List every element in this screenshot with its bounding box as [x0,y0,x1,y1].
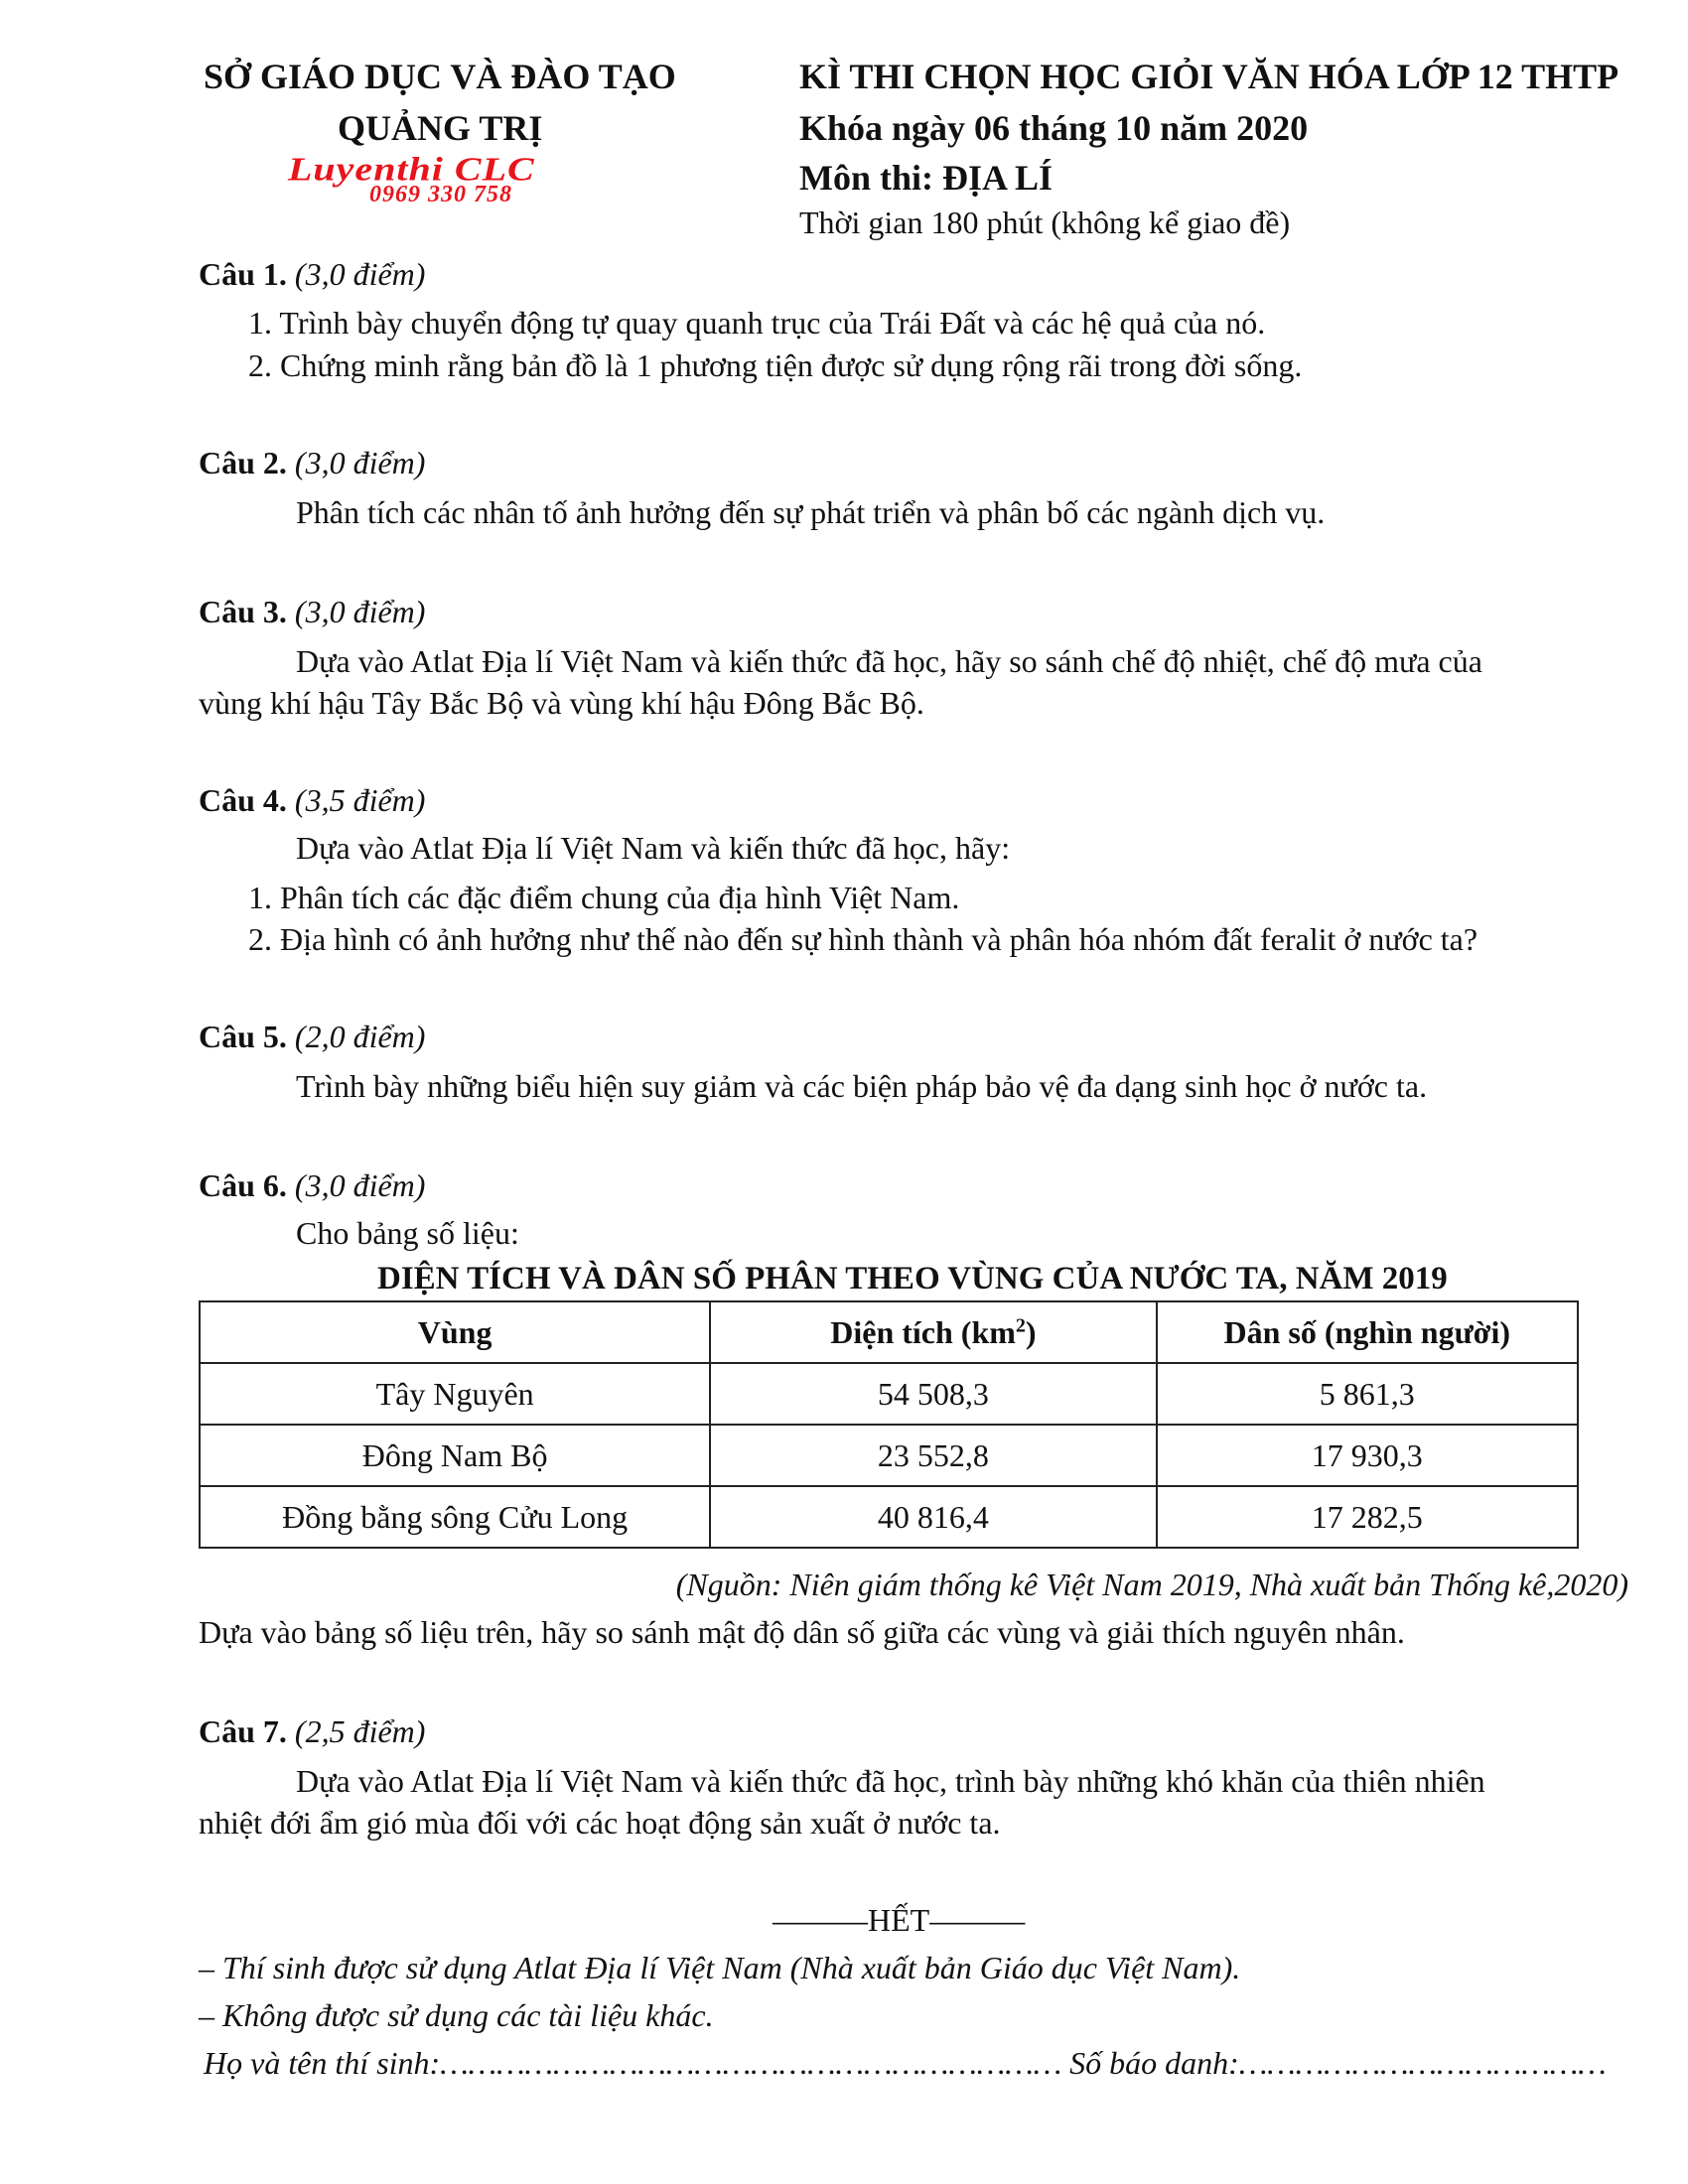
column-header: Dân số (nghìn người) [1157,1301,1578,1363]
question-1-item-1: 1. Trình bày chuyển động tự quay quanh trục của Trái Đất và các hệ quả của nó. [248,305,1266,341]
question-4-title [199,782,425,819]
question-points: (3,0 điểm) [294,445,426,480]
question-label: Câu 4. [199,782,287,818]
table-source: (Nguồn: Niên giám thống kê Việt Nam 2019, Nhà xuất bản Thống kê,2020) [675,1567,1628,1602]
exam-date: Khóa ngày 06 tháng 10 năm 2020 [799,108,1309,148]
candidate-id-blank: ………………………………… [1238,2045,1607,2081]
column-header: Vùng [200,1301,710,1363]
table-cell: Đồng bằng sông Cửu Long [200,1486,710,1548]
question-points: (3,0 điểm) [294,1167,426,1203]
end-marker: ———HẾT——— [773,1902,1026,1938]
column-header-text: ) [1025,1313,1037,1350]
table-cell: 17 930,3 [1157,1425,1578,1486]
question-5-title [199,1019,425,1055]
question-7-line-2: nhiệt đới ẩm gió mùa đối với các hoạt động sản xuất ở nước ta. [199,1805,1001,1841]
column-header [710,1301,1156,1363]
question-6-title [199,1167,425,1204]
question-label: Câu 3. [199,594,287,629]
question-label: Câu 5. [199,1019,287,1054]
question-6-text: Cho bảng số liệu: [296,1215,519,1251]
brand-phone: 0969 330 758 [369,182,512,207]
question-4-text: Dựa vào Atlat Địa lí Việt Nam và kiến thức đã học, hãy: [296,830,1011,866]
question-4-item-1: 1. Phân tích các đặc điểm chung của địa hình Việt Nam. [248,880,960,915]
superscript: 2 [1015,1313,1026,1336]
question-2-title [199,445,425,481]
question-label: Câu 1. [199,256,287,292]
question-5-text: Trình bày những biểu hiện suy giảm và các biện pháp bảo vệ đa dạng sinh học ở nước ta. [296,1068,1428,1104]
table-header-row [200,1301,1578,1363]
question-label: Câu 6. [199,1167,287,1203]
question-points: (3,0 điểm) [294,594,426,629]
question-points: (2,0 điểm) [294,1019,426,1054]
table-cell: 17 282,5 [1157,1486,1578,1548]
province-name: QUẢNG TRỊ [338,108,543,148]
candidate-name-label: Họ và tên thí sinh: [204,2045,441,2081]
question-7-title [199,1713,425,1750]
table-row [200,1363,1578,1425]
question-4-item-2: 2. Địa hình có ảnh hưởng như thế nào đến sự hình thành và phân hóa nhóm đất feralit ở nước ta? [248,921,1478,957]
table-row [200,1425,1578,1486]
brand-logo-text: Luyenthi CLC [288,149,535,189]
table-cell: Đông Nam Bộ [200,1425,710,1486]
table-cell: 5 861,3 [1157,1363,1578,1425]
table-cell: Tây Nguyên [200,1363,710,1425]
question-7-line-1: Dựa vào Atlat Địa lí Việt Nam và kiến thức đã học, trình bày những khó khăn của thiên nhiên [296,1763,1485,1799]
question-6-task: Dựa vào bảng số liệu trên, hãy so sánh mật độ dân số giữa các vùng và giải thích nguyên nhân. [199,1614,1405,1650]
table-row [200,1486,1578,1548]
exam-title: KÌ THI CHỌN HỌC GIỎI VĂN HÓA LỚP 12 THTP [799,57,1619,96]
candidate-id-label: Số báo danh: [1069,2045,1239,2081]
footer-note-2: – Không được sử dụng các tài liệu khác. [199,1997,714,2033]
exam-duration: Thời gian 180 phút (không kể giao đề) [799,205,1291,240]
exam-subject: Môn thi: ĐỊA LÍ [799,158,1054,198]
question-label: Câu 7. [199,1713,287,1749]
question-points: (2,5 điểm) [294,1713,426,1749]
table-cell: 23 552,8 [710,1425,1156,1486]
table-cell: 40 816,4 [710,1486,1156,1548]
department-name: SỞ GIÁO DỤC VÀ ĐÀO TẠO [204,57,676,96]
question-points: (3,5 điểm) [294,782,426,818]
table-cell: 54 508,3 [710,1363,1156,1425]
question-1-item-2: 2. Chứng minh rằng bản đồ là 1 phương tiện được sử dụng rộng rãi trong đời sống. [248,347,1303,383]
footer-note-1: – Thí sinh được sử dụng Atlat Địa lí Việt Nam (Nhà xuất bản Giáo dục Việt Nam). [199,1950,1241,1985]
question-2-text: Phân tích các nhân tố ảnh hưởng đến sự phát triển và phân bố các ngành dịch vụ. [296,494,1326,530]
question-3-title [199,594,425,630]
candidate-name-blank: ………………………………………………………… [440,2045,1062,2081]
table-title: DIỆN TÍCH VÀ DÂN SỐ PHÂN THEO VÙNG CỦA NƯỚC TA, NĂM 2019 [377,1261,1448,1297]
question-3-line-2: vùng khí hậu Tây Bắc Bộ và vùng khí hậu Đông Bắc Bộ. [199,685,924,721]
candidate-info-line [204,2045,1607,2082]
statistics-table [199,1300,1579,1549]
question-1-title [199,256,425,293]
column-header-text: Diện tích (km [830,1313,1016,1350]
question-label: Câu 2. [199,445,287,480]
question-points: (3,0 điểm) [294,256,426,292]
question-3-line-1: Dựa vào Atlat Địa lí Việt Nam và kiến thức đã học, hãy so sánh chế độ nhiệt, chế độ mưa của [296,643,1482,679]
